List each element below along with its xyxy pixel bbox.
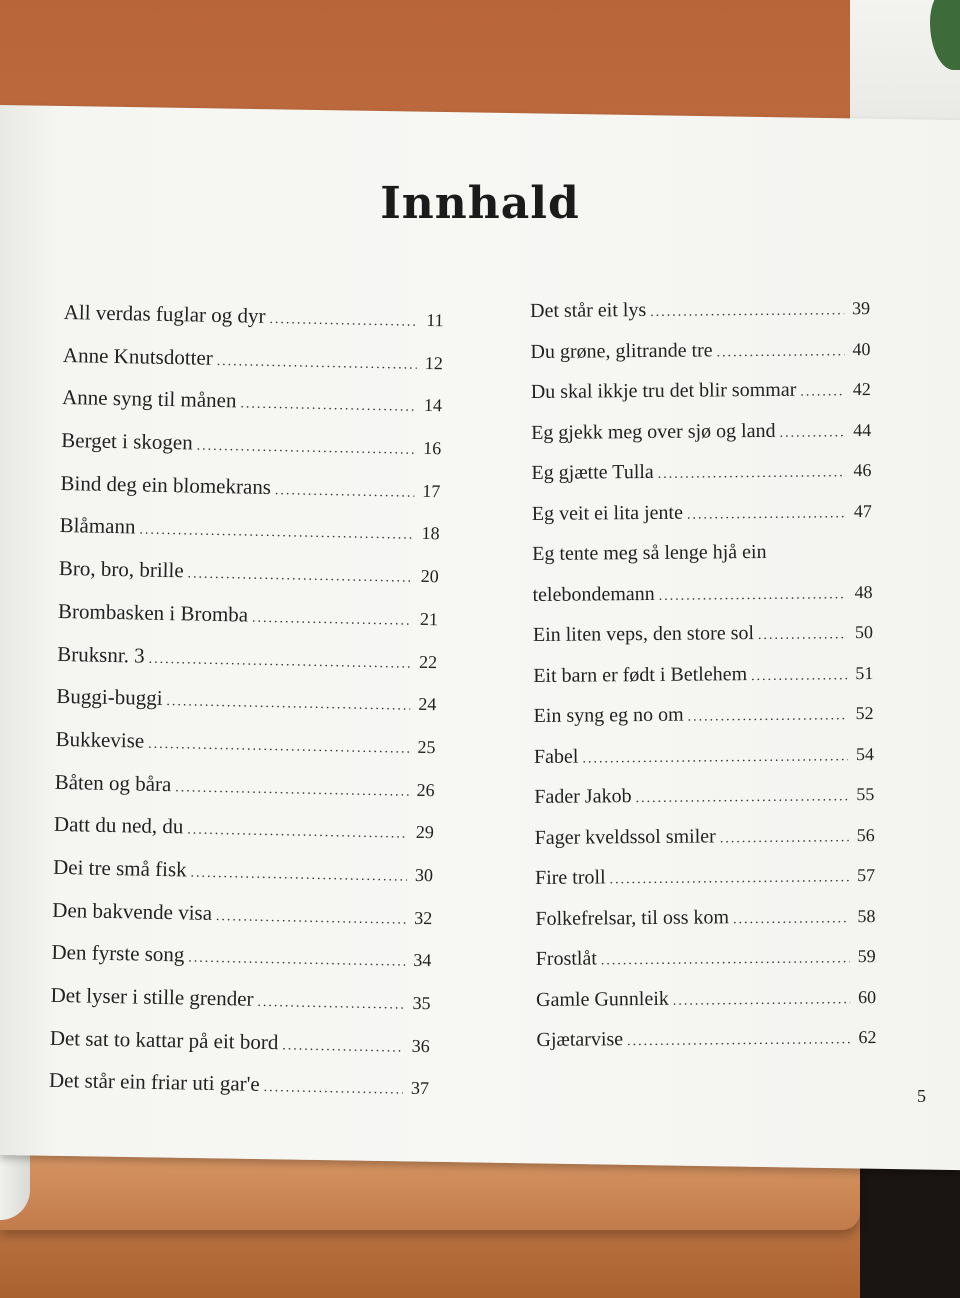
toc-entry-title: Gjætarvise	[536, 1028, 624, 1051]
toc-entry	[532, 540, 872, 583]
toc-left-column	[48, 300, 444, 1118]
toc-entry-page: 42	[852, 379, 871, 400]
toc-entry	[530, 297, 870, 340]
toc-entry-page: 51	[855, 662, 874, 683]
toc-entry-title: Bind deg ein blomekrans	[60, 470, 272, 499]
toc-leader-dots	[187, 823, 408, 843]
toc-leader-dots	[275, 483, 415, 502]
toc-entry-title: Det står ein friar uti gar'e	[48, 1068, 260, 1097]
toc-entry	[62, 343, 443, 393]
toc-entry-page: 55	[856, 784, 875, 805]
toc-leader-dots	[582, 749, 848, 767]
toc-entry-page: 21	[419, 608, 439, 630]
toc-entry-title: Eg gjætte Tulla	[531, 460, 654, 484]
toc-leader-dots	[658, 465, 846, 483]
toc-entry-page: 48	[854, 581, 873, 602]
toc-entry	[61, 428, 442, 478]
toc-entry-title: Den fyrste song	[51, 940, 185, 967]
toc-entry-page: 29	[415, 822, 435, 843]
toc-entry	[60, 471, 441, 521]
toc-entry	[534, 743, 874, 786]
toc-entry-title: Det lyser i stille grender	[50, 982, 254, 1011]
toc-entry-page: 36	[411, 1035, 430, 1056]
toc-entry-title: Ein syng eg no om	[533, 703, 684, 727]
toc-leader-dots	[733, 911, 850, 928]
toc-entry	[531, 378, 871, 421]
toc-entry-page: 12	[424, 352, 444, 373]
toc-entry-title: Den bakvende visa	[52, 897, 213, 925]
toc-entry-page: 34	[413, 950, 432, 971]
toc-entry	[55, 727, 436, 777]
toc-entry	[535, 824, 875, 867]
toc-entry	[57, 641, 438, 691]
toc-entry-title: Det sat to kattar på eit bord	[49, 1025, 279, 1054]
toc-leader-dots	[758, 627, 847, 644]
toc-entry	[63, 300, 444, 350]
toc-entry-page: 37	[410, 1078, 430, 1099]
toc-leader-dots	[627, 1032, 850, 1050]
toc-entry-page: 47	[853, 500, 872, 521]
toc-leader-dots	[635, 789, 848, 807]
toc-leader-dots	[216, 909, 406, 929]
toc-entry	[53, 812, 434, 862]
toc-entry-title: Fager kveldssol smiler	[534, 824, 716, 849]
toc-entry-page: 39	[851, 298, 871, 319]
toc-entry-page: 60	[858, 986, 877, 1007]
toc-entry-page: 62	[858, 1027, 877, 1048]
toc-entry	[58, 556, 439, 606]
toc-leader-dots	[175, 780, 409, 800]
toc-entry	[536, 1026, 876, 1069]
toc-entry-page: 25	[417, 736, 436, 758]
toc-leader-dots	[148, 737, 410, 758]
toc-entry-title: Datt du ned, du	[53, 812, 184, 839]
toc-entry-title: Det står eit lys	[530, 298, 647, 322]
toc-entry	[536, 986, 876, 1029]
toc-entry-title: Båten og båra	[54, 769, 172, 796]
toc-entry	[535, 864, 875, 907]
toc-entry-page: 20	[420, 566, 439, 587]
toc-entry	[532, 581, 872, 624]
toc-entry-page: 35	[412, 992, 431, 1014]
toc-entry-title: Brombasken i Bromba	[57, 598, 249, 627]
toc-entry	[531, 459, 871, 502]
toc-leader-dots	[659, 587, 847, 605]
toc-leader-dots	[252, 610, 412, 629]
toc-entry-page: 16	[423, 437, 442, 459]
toc-leader-dots	[166, 694, 410, 715]
toc-entry-page: 44	[853, 419, 872, 440]
toc-leader-dots	[673, 992, 850, 1010]
toc-entry-page: 56	[856, 824, 875, 845]
toc-entry-title: Eg gjekk meg over sjø og land	[531, 419, 776, 444]
toc-entry	[62, 385, 443, 435]
toc-leader-dots	[139, 523, 413, 544]
toc-leader-dots	[257, 995, 404, 1014]
toc-entry-title: Frostlåt	[535, 947, 597, 970]
toc-entry-page: 50	[854, 622, 873, 643]
toc-right-column	[530, 297, 877, 1069]
toc-entry-page: 46	[853, 460, 872, 481]
toc-entry-page: 32	[414, 907, 433, 928]
toc-entry	[534, 702, 874, 745]
toc-leader-dots	[188, 951, 405, 971]
toc-entry	[51, 940, 432, 990]
toc-entry-title: Fire troll	[534, 866, 606, 889]
toc-leader-dots	[148, 651, 411, 672]
toc-leader-dots	[187, 567, 412, 587]
toc-entry-page: 59	[857, 946, 876, 967]
toc-entry-title: Folkefrelsar, til oss kom	[535, 905, 730, 930]
toc-entry	[53, 855, 434, 905]
page-title: Innhald	[380, 178, 580, 229]
toc-entry-title: Dei tre små fisk	[52, 854, 187, 882]
toc-entry-page: 18	[421, 523, 440, 544]
toc-leader-dots	[780, 425, 846, 442]
toc-entry	[59, 513, 440, 563]
toc-entry-page: 11	[426, 309, 444, 331]
toc-leader-dots	[688, 708, 848, 725]
toc-entry-page: 40	[852, 338, 871, 359]
toc-leader-dots	[751, 668, 847, 685]
toc-entry	[533, 621, 873, 664]
toc-entry-title: All verdas fuglar og dyr	[63, 300, 266, 328]
toc-entry-title: Berget i skogen	[61, 428, 193, 455]
toc-entry-page: 26	[416, 779, 435, 800]
toc-entry-title: Bro, bro, brille	[58, 556, 184, 583]
toc-entry-title: Gamle Gunnleik	[536, 987, 669, 1011]
toc-leader-dots	[190, 865, 407, 885]
toc-entry-title: Eg veit ei lita jente	[531, 501, 684, 525]
toc-leader-dots	[282, 1038, 404, 1056]
toc-entry	[48, 1068, 429, 1118]
toc-entry-title: Du skal ikkje tru det blir sommar	[530, 378, 797, 403]
toc-entry	[50, 983, 431, 1033]
toc-leader-dots	[601, 951, 850, 969]
toc-entry-page: 24	[418, 694, 437, 715]
toc-leader-dots	[720, 830, 849, 847]
toc-entry	[52, 898, 433, 948]
toc-entry-title: telebondemann	[532, 582, 655, 606]
toc-entry	[531, 419, 871, 462]
toc-entry	[56, 684, 437, 734]
toc-entry-title: Anne syng til månen	[61, 385, 237, 413]
toc-entry-page: 14	[423, 395, 443, 416]
toc-entry-title: Bukkevise	[55, 726, 145, 753]
toc-leader-dots	[687, 506, 846, 523]
toc-entry-title: Blåmann	[59, 513, 136, 539]
toc-entry-page: 52	[855, 703, 874, 724]
toc-entry-title: Du grøne, glitrande tre	[530, 338, 713, 363]
toc-leader-dots	[217, 354, 417, 374]
toc-leader-dots	[264, 1080, 404, 1099]
toc-entry	[530, 338, 870, 381]
toc-leader-dots	[610, 870, 850, 888]
toc-entry-title: Eg tente meg så lenge hjå ein	[532, 540, 767, 565]
toc-entry	[49, 1026, 430, 1076]
toc-entry	[533, 662, 873, 705]
toc-entry	[536, 945, 876, 988]
toc-leader-dots	[650, 303, 844, 321]
toc-entry-title: Fabel	[533, 745, 579, 768]
toc-entry-title: Buggi-buggi	[56, 684, 163, 711]
toc-entry-title: Bruksnr. 3	[56, 641, 145, 668]
toc-entry-page: 57	[856, 865, 876, 886]
toc-entry-title: Eit barn er født i Betlehem	[533, 662, 748, 687]
toc-entry-page: 58	[857, 905, 876, 926]
toc-entry	[534, 783, 874, 826]
page-number: 5	[917, 1086, 926, 1106]
toc-entry-title: Fader Jakob	[534, 785, 632, 808]
toc-entry	[535, 905, 875, 948]
toc-leader-dots	[240, 397, 416, 416]
toc-entry	[54, 769, 435, 819]
toc-leader-dots	[269, 312, 417, 331]
toc-entry-page: 54	[855, 743, 875, 764]
toc-entry	[57, 599, 438, 649]
toc-entry-page: 17	[422, 480, 441, 502]
toc-entry	[532, 500, 872, 543]
toc-entry-title: Anne Knutsdotter	[62, 342, 214, 370]
toc-entry-title: Ein liten veps, den store sol	[532, 622, 755, 646]
toc-entry-page: 30	[414, 864, 434, 886]
toc-leader-dots	[717, 344, 845, 361]
toc-entry-page: 22	[418, 651, 438, 672]
toc-leader-dots	[800, 384, 845, 400]
toc-leader-dots	[196, 439, 415, 459]
